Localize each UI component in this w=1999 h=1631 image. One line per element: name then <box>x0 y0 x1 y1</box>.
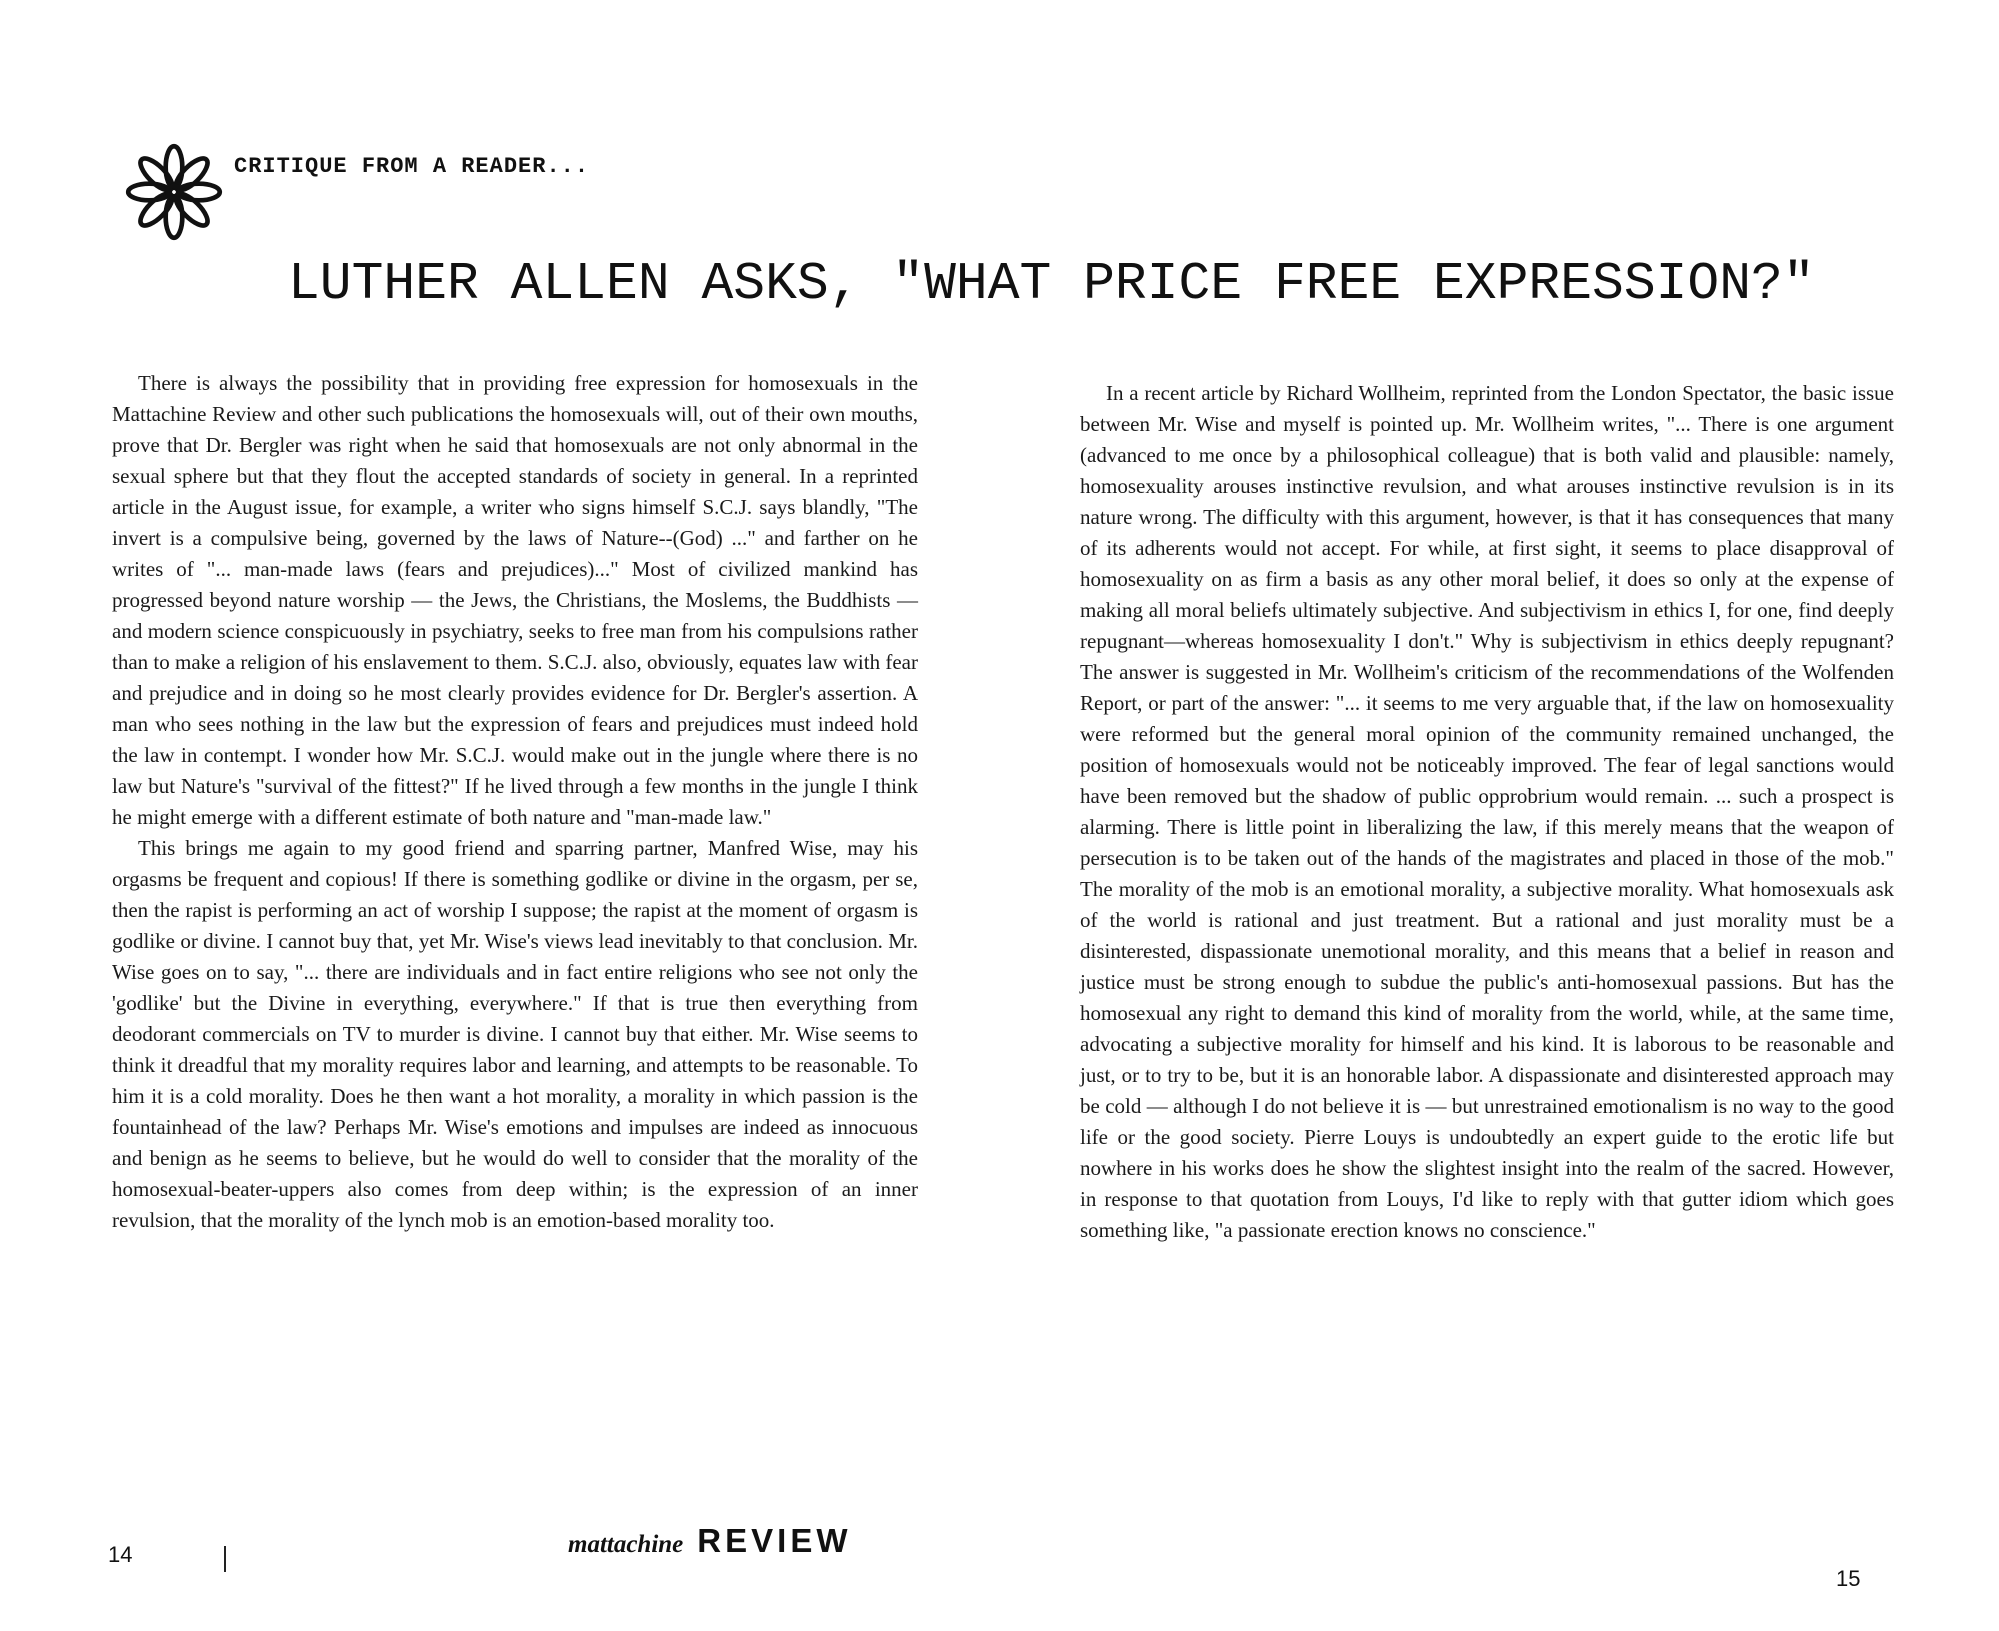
left-column <box>112 368 918 1236</box>
masthead <box>568 1522 851 1560</box>
section-kicker: CRITIQUE FROM A READER... <box>234 154 590 179</box>
section-header <box>122 140 590 244</box>
right-column <box>1080 378 1894 1246</box>
flower-ornament-icon <box>122 140 226 244</box>
article-headline: LUTHER ALLEN ASKS, "WHAT PRICE FREE EXPRESSION?" <box>288 254 1815 314</box>
printing-mark <box>224 1546 226 1572</box>
right-paragraph-1: In a recent article by Richard Wollheim, reprinted from the London Spectator, the basic issue between Mr. Wise and myself is pointed up. Mr. Wollheim writes, "... There is one argument (advanced to me once by a philosophical colleague) that is both valid and plausible: namely, homosexuality arouses instinctive revulsion, and what arouses instinctive revulsion is in its nature wrong. The difficulty with this argument, however, is that it has consequences that many of its adherents would not accept. For while, at first sight, it seems to place disapproval of homosexuality on as firm a basis as any other moral belief, it does so only at the expense of making all moral beliefs ultimately subjective. And subjectivism in ethics I, for one, find deeply repugnant—whereas homosexuality I don't." Why is subjectivism in ethics deeply repugnant? The answer is suggested in Mr. Wollheim's criticism of the recommendations of the Wolfenden Report, or part of the answer: "... it seems to me very arguable that, if the law on homosexuality were reformed but the general moral opinion of the community remained unchanged, the position of homosexuals would not be noticeably improved. The fear of legal sanctions would have been removed but the shadow of public opprobrium would remain. ... such a prospect is alarming. There is little point in liberalizing the law, if this merely means that the weapon of persecution is to be taken out of the hands of the magistrates and placed in those of the mob." The morality of the mob is an emotional morality, a subjective morality. What homosexuals ask of the world is rational and just treatment. But a rational and just morality must be a disinterested, dispassionate unemotional morality, and this means that a belief in reason and justice must be strong enough to subdue the public's anti-homosexual passions. But has the homosexual any right to demand this kind of morality from the world, while, at the same time, advocating a subjective morality for himself and his kind. It is laborous to be reasonable and just, or to try to be, but it is an honorable labor. A dispassionate and disinterested approach may be cold — although I do not believe it is — but unrestrained emotionalism is no way to the good life or the good society. Pierre Louys is undoubtedly an expert guide to the erotic life but nowhere in his works does he show the slightest insight into the realm of the sacred. However, in response to that quotation from Louys, I'd like to reply with that gutter idiom which goes something like, "a passionate erection knows no conscience." <box>1080 381 1894 1242</box>
page-number-left: 14 <box>108 1542 133 1567</box>
masthead-bold: REVIEW <box>697 1522 852 1559</box>
masthead-script: mattachine <box>568 1531 684 1558</box>
page-number-right: 15 <box>1836 1566 1861 1591</box>
left-paragraph-1: There is always the possibility that in providing free expression for homosexuals in the Mattachine Review and other such publications the homosexuals will, out of their own mouths, prove that Dr. Bergler was right when he said that homosexuals are not only abnormal in the sexual sphere but that they flout the accepted standards of society in general. In a reprinted article in the August issue, for example, a writer who signs himself S.C.J. says blandly, "The invert is a compulsive being, governed by the laws of Nature--(God) ..." and farther on he writes of "... man-made laws (fears and prejudices)..." Most of civilized mankind has progressed beyond nature worship — the Jews, the Christians, the Moslems, the Buddhists — and modern science conspicuously in psychiatry, seeks to free man from his compulsions rather than to make a religion of his enslavement to them. S.C.J. also, obviously, equates law with fear and prejudice and in doing so he most clearly provides evidence for Dr. Bergler's assertion. A man who sees nothing in the law but the expression of fears and prejudices must indeed hold the law in contempt. I wonder how Mr. S.C.J. would make out in the jungle where there is no law but Nature's "survival of the fittest?" If he lived through a few months in the jungle I think he might emerge with a different estimate of both nature and "man-made law." <box>112 371 918 829</box>
left-paragraph-2: This brings me again to my good friend and sparring partner, Manfred Wise, may his orgasms be frequent and copious! If there is something godlike or divine in the orgasm, per se, then the rapist is performing an act of worship I suppose; the rapist at the moment of orgasm is godlike or divine. I cannot buy that, yet Mr. Wise's views lead inevitably to that conclusion. Mr. Wise goes on to say, "... there are individuals and in fact entire religions who see not only the 'godlike' but the Divine in everything, everywhere." If that is true then everything from deodorant commercials on TV to murder is divine. I cannot buy that either. Mr. Wise seems to think it dreadful that my morality requires labor and learning, and attempts to be reasonable. To him it is a cold morality. Does he then want a hot morality, a morality in which passion is the fountainhead of the law? Perhaps Mr. Wise's emotions and impulses are indeed as innocuous and benign as he seems to believe, but he would do well to consider that the morality of the homosexual-beater-uppers also comes from deep within; is the expression of an inner revulsion, that the morality of the lynch mob is an emotion-based morality too. <box>112 836 918 1232</box>
